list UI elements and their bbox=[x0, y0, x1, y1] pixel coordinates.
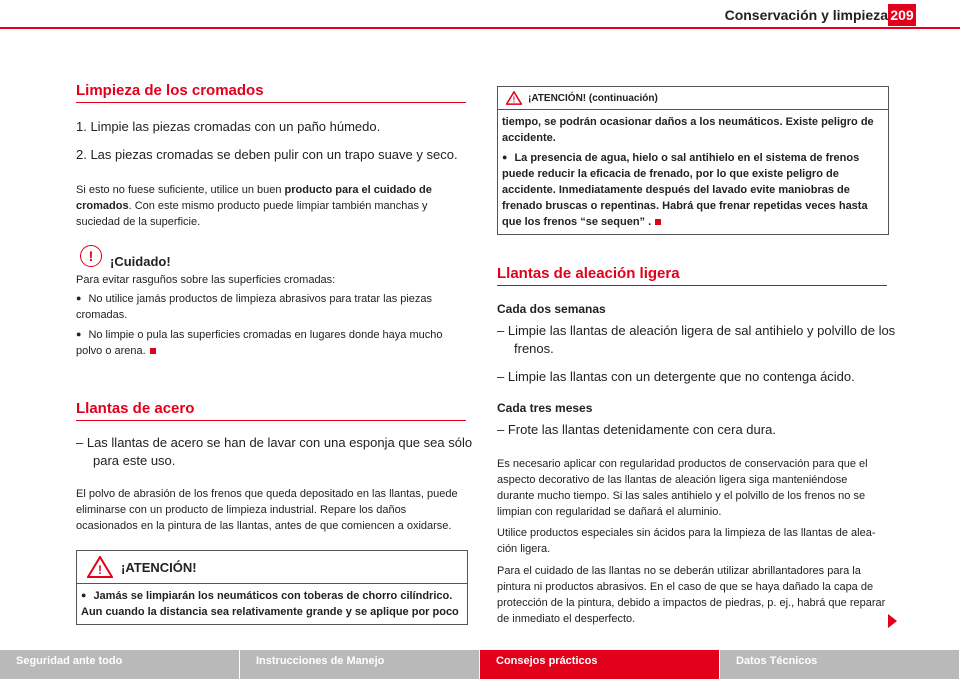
warning-title: ¡ATENCIÓN! bbox=[121, 559, 197, 575]
footer-tab-operation[interactable]: Instrucciones de Manejo bbox=[240, 650, 480, 679]
alloy-paragraph-3: Para el cuidado de las llantas no se deberán utilizar abrillantadores para la pintura ni productos abrasivos. En el caso de que se haya dañado la capa de protección de la pintura, debido a impactos de piedras, p. ej., habrá que reparar de inmediato el desperfecto. bbox=[497, 565, 886, 625]
steel-step: – Las llantas de acero se han de lavar con una esponja que sea sólo para este uso. bbox=[76, 435, 473, 468]
alloy-paragraph-2: Utilice productos especiales sin ácidos para la limpieza de las llantas de alea-ción ligera. bbox=[497, 527, 876, 555]
subheading-two-weeks: Cada dos semanas bbox=[497, 302, 606, 316]
warning-continued-title: ¡ATENCIÓN! (continuación) bbox=[528, 92, 658, 104]
caution-item-2-text: No limpie o pula las superficies cromadas en lugares donde haya mucho polvo o arena. bbox=[76, 329, 443, 357]
caution-icon: ! bbox=[80, 245, 102, 267]
alloy-step-3: – Frote las llantas detenidamente con cera dura. bbox=[497, 422, 776, 437]
footer-tab-technical[interactable]: Datos Técnicos bbox=[720, 650, 960, 679]
svg-text:!: ! bbox=[98, 563, 102, 577]
warning-box bbox=[76, 550, 468, 625]
warning-continued-paragraph: tiempo, se podrán ocasionar daños a los neumáticos. Existe peligro de accidente. bbox=[502, 116, 874, 144]
warning-header bbox=[77, 551, 467, 584]
end-mark-icon bbox=[150, 348, 156, 354]
page-number: 209 bbox=[888, 4, 916, 26]
section-title-chrome: Limpieza de los cromados bbox=[76, 82, 466, 103]
caution-title: ¡Cuidado! bbox=[110, 254, 171, 269]
warning-continued-text bbox=[498, 110, 888, 234]
caution-item-2 bbox=[76, 327, 466, 359]
chrome-step-2: 2. Las piezas cromadas se deben pulir con un trapo suave y seco. bbox=[76, 147, 458, 162]
footer-nav bbox=[0, 650, 960, 679]
warning-continued-box bbox=[497, 86, 889, 235]
alloy-step-2: – Limpie las llantas con un detergente que no contenga ácido. bbox=[497, 369, 855, 384]
caution-item-1: ● No utilice jamás productos de limpieza abrasivos para tratar las piezas cromadas. bbox=[76, 291, 466, 323]
warning-text: ● Jamás se limpiarán los neumáticos con toberas de chorro cilíndrico. Aun cuando la distancia sea relativamente grande y se aplique por poco bbox=[77, 584, 467, 624]
footer-tab-safety[interactable]: Seguridad ante todo bbox=[0, 650, 240, 679]
svg-text:!: ! bbox=[512, 95, 516, 105]
warning-triangle-icon bbox=[506, 91, 522, 105]
subheading-three-months: Cada tres meses bbox=[497, 401, 593, 415]
section-title-steel: Llantas de acero bbox=[76, 400, 466, 421]
header-rule bbox=[0, 27, 960, 29]
running-header: Conservación y limpieza bbox=[724, 7, 888, 23]
steel-note: El polvo de abrasión de los frenos que queda depositado en las llantas, puede eliminarse con un producto de limpieza industrial. Repare los daños ocasionados en la pintura de las llantas, antes de que comiencen a oxidarse. bbox=[76, 488, 458, 532]
chrome-note-emphasis: producto para el cuidado de cromados bbox=[76, 184, 432, 212]
section-title-alloy: Llantas de aleación ligera bbox=[497, 265, 887, 286]
alloy-paragraph-1: Es necesario aplicar con regularidad productos de conservación para que el aspecto decorativo de las llantas de aleación ligera siga manteniéndose durante mucho tiempo. Si las sales antihielo y el polvillo de los frenos no se limpian con regularidad se dañará el aluminio. bbox=[497, 458, 868, 518]
end-mark-icon bbox=[655, 219, 661, 225]
chrome-note-text-end: . Con este mismo producto puede limpiar también manchas y suciedad de la superficie. bbox=[76, 200, 428, 228]
warning-continued-bullet-text: La presencia de agua, hielo o sal antihielo en el sistema de frenos puede reducir la eficacia de frenado, por lo que existe peligro de accidente. Inmediatamente después del lavado evite maniobras de frenado bruscas o repentinas. Habrá que frenar repetidas veces hasta que los frenos “se sequen” . bbox=[502, 152, 868, 228]
chrome-note-text: Si esto no fuese suficiente, utilice un buen bbox=[76, 184, 285, 196]
warning-continued-header bbox=[498, 87, 888, 110]
caution-intro: Para evitar rasguños sobre las superficies cromadas: bbox=[76, 274, 336, 286]
alloy-step-1: – Limpie las llantas de aleación ligera de sal antihielo y polvillo de los frenos. bbox=[497, 323, 896, 356]
warning-continued-bullet bbox=[502, 150, 884, 230]
next-page-arrow-icon[interactable] bbox=[888, 614, 897, 628]
chrome-note bbox=[76, 182, 466, 230]
chrome-step-1: 1. Limpie las piezas cromadas con un paño húmedo. bbox=[76, 119, 381, 134]
warning-triangle-icon bbox=[87, 556, 113, 578]
footer-tab-tips[interactable]: Consejos prácticos bbox=[480, 650, 720, 679]
